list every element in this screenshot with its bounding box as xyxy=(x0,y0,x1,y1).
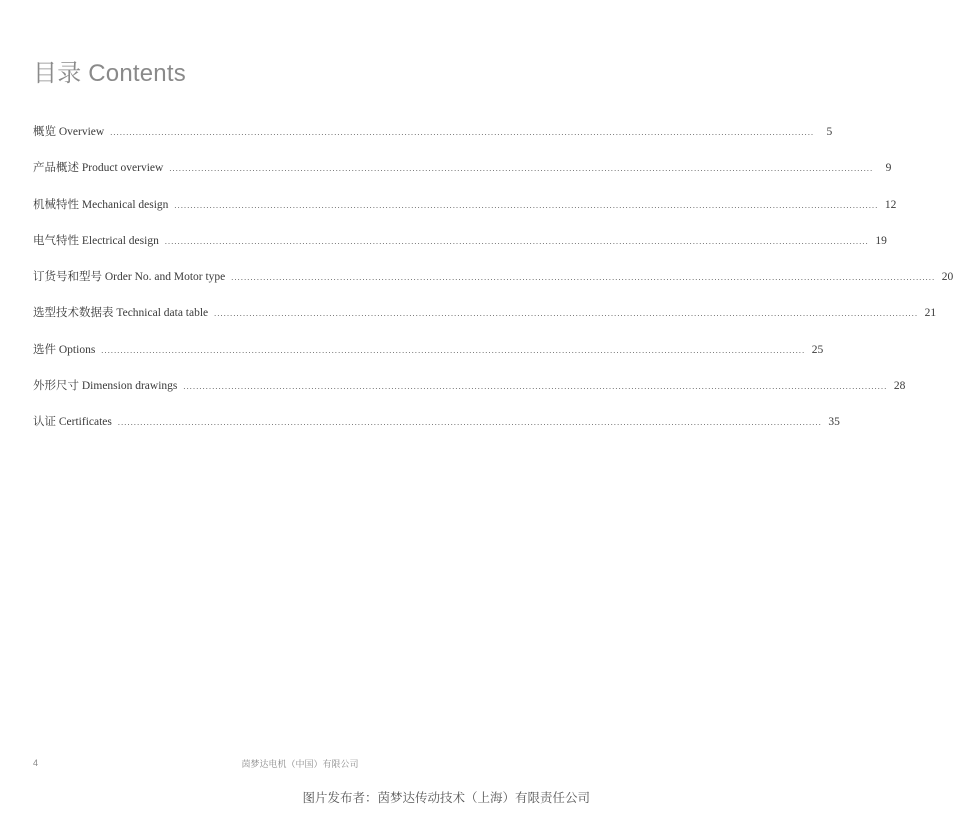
toc-entry-label: 外形尺寸 Dimension drawings xyxy=(33,380,178,393)
toc-entry-label: 认证 Certificates xyxy=(33,416,112,429)
toc-entry-page: 12 xyxy=(884,198,897,211)
toc-entry-page: 9 xyxy=(885,162,892,175)
toc-entry-label: 选型技术数据表 Technical data table xyxy=(33,307,209,320)
toc-entry xyxy=(33,304,937,340)
toc-entry-label: 订货号和型号 Order No. and Motor type xyxy=(33,271,226,284)
toc-leader-dots: ............................................................................................................................................................................................................................ xyxy=(183,382,888,392)
toc-entry xyxy=(33,159,892,195)
toc-entry xyxy=(33,232,887,268)
toc-entry-page: 21 xyxy=(924,307,937,320)
toc-leader-dots: ............................................................................................................................................................................................................................ xyxy=(214,309,919,319)
toc-entry xyxy=(33,413,840,449)
toc-entry-page: 35 xyxy=(828,416,840,429)
toc-entry-label: 概览 Overview xyxy=(33,126,105,138)
page-title: 目录 Contents xyxy=(33,60,186,87)
toc-entry-label: 选件 Options xyxy=(33,343,96,356)
toc-entry xyxy=(33,268,953,304)
toc-leader-dots: ............................................................................................................................................................................................................................ xyxy=(174,200,879,210)
toc-entry-page: 28 xyxy=(893,380,906,393)
toc-leader-dots: ............................................................................................................................................................................................................................ xyxy=(231,273,936,283)
toc-entry-page: 19 xyxy=(875,234,887,247)
toc-entry xyxy=(33,196,897,232)
table-of-contents xyxy=(33,123,953,450)
toc-leader-dots: ............................................................................................................................................................................................................................ xyxy=(101,345,806,355)
toc-entry-label: 产品概述 Product overview xyxy=(33,162,164,175)
toc-entry-page: 5 xyxy=(826,126,833,138)
toc-entry-label: 机械特性 Mechanical design xyxy=(33,198,169,211)
toc-entry-page: 20 xyxy=(941,271,953,284)
toc-entry xyxy=(33,123,833,159)
toc-leader-dots: ............................................................................................................................................................................................................................ xyxy=(110,128,815,137)
toc-leader-dots: ............................................................................................................................................................................................................................ xyxy=(117,418,822,428)
footer-company-name: 茵梦达电机（中国）有限公司 xyxy=(241,760,359,770)
page-number: 4 xyxy=(33,758,39,768)
toc-entry-label: 电气特性 Electrical design xyxy=(33,234,159,247)
toc-entry xyxy=(33,377,906,413)
toc-leader-dots: ............................................................................................................................................................................................................................ xyxy=(169,164,874,174)
toc-entry-page: 25 xyxy=(811,343,824,356)
toc-entry xyxy=(33,341,824,377)
image-credit: 图片发布者：茵梦达传动技术（上海）有限责任公司 xyxy=(302,790,590,805)
toc-leader-dots: ............................................................................................................................................................................................................................ xyxy=(164,236,869,246)
